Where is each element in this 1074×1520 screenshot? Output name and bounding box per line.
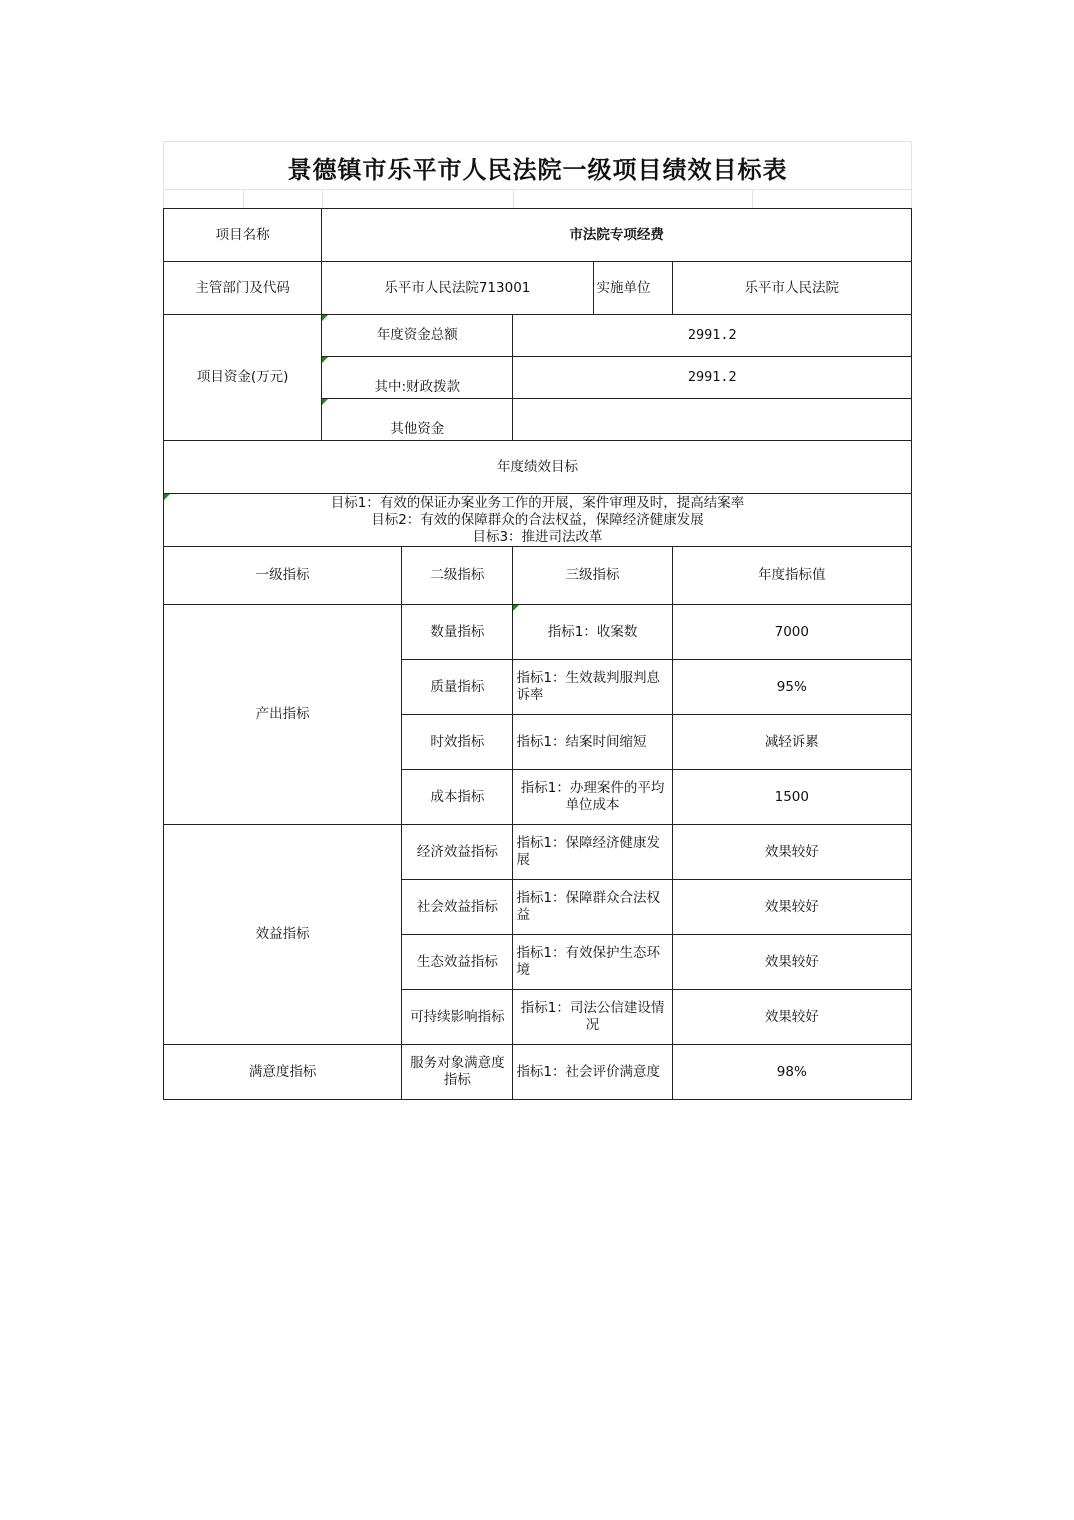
funds-label: 项目资金(万元) (164, 315, 322, 441)
value-cell: 效果较好 (672, 935, 911, 990)
value-cell: 效果较好 (672, 990, 911, 1045)
level3-cell: 指标1：有效保护生态环境 (513, 935, 672, 990)
level1-satisfaction: 满意度指标 (164, 1045, 402, 1100)
table-row (164, 825, 912, 880)
level3-cell: 指标1：保障经济健康发展 (513, 825, 672, 880)
value-cell: 1500 (672, 770, 911, 825)
goal-line: 目标1：有效的保证办案业务工作的开展，案件审理及时，提高结案率 (330, 494, 745, 511)
value-cell: 减轻诉累 (672, 715, 911, 770)
level2-cell: 数量指标 (402, 605, 513, 660)
level2-cell: 时效指标 (402, 715, 513, 770)
funds-total-row (164, 315, 912, 357)
project-name-row (164, 209, 912, 262)
performance-table (163, 208, 912, 1100)
header-level3: 三级指标 (513, 547, 672, 605)
page-title: 景德镇市乐平市人民法院一级项目绩效目标表 (287, 155, 788, 184)
funds-total-label: 年度资金总额 (376, 327, 458, 343)
project-name-value: 市法院专项经费 (322, 209, 912, 262)
funds-other-value (513, 399, 912, 441)
level2-cell: 成本指标 (402, 770, 513, 825)
department-label: 主管部门及代码 (164, 262, 322, 315)
cell-marker (164, 494, 170, 500)
value-cell: 效果较好 (672, 825, 911, 880)
level2-cell: 生态效益指标 (402, 935, 513, 990)
funds-fiscal-label: 其中:财政拨款 (374, 379, 461, 395)
implementing-unit-value: 乐平市人民法院 (672, 262, 911, 315)
header-level1: 一级指标 (164, 547, 402, 605)
funds-other-label-cell (322, 399, 513, 441)
level3-cell: 指标1：结案时间缩短 (513, 715, 672, 770)
annual-goals-row (164, 494, 912, 547)
funds-total-label-cell (322, 315, 513, 357)
level3-cell: 指标1：办理案件的平均单位成本 (513, 770, 672, 825)
funds-total-value: 2991.2 (513, 315, 912, 357)
header-level2: 二级指标 (402, 547, 513, 605)
level1-benefit: 效益指标 (164, 825, 402, 1045)
level2-cell: 可持续影响指标 (402, 990, 513, 1045)
indicator-header-row (164, 547, 912, 605)
level3-cell-wrap (513, 605, 672, 660)
cell-marker (322, 399, 328, 405)
cell-marker (513, 605, 519, 611)
table-row (164, 605, 912, 660)
level2-cell: 社会效益指标 (402, 880, 513, 935)
department-row (164, 262, 912, 315)
level3-cell: 指标1：社会评价满意度 (513, 1045, 672, 1100)
level1-output: 产出指标 (164, 605, 402, 825)
level2-cell: 服务对象满意度指标 (402, 1045, 513, 1100)
cell-marker (322, 315, 328, 321)
funds-fiscal-label-cell (322, 357, 513, 399)
goal-line: 目标2：有效的保障群众的合法权益，保障经济健康发展 (371, 511, 704, 528)
implementing-unit-label: 实施单位 (593, 262, 672, 315)
cell-marker (322, 357, 328, 363)
level3-cell: 指标1：保障群众合法权益 (513, 880, 672, 935)
department-value: 乐平市人民法院713001 (322, 262, 593, 315)
value-cell: 95% (672, 660, 911, 715)
level2-cell: 经济效益指标 (402, 825, 513, 880)
value-cell: 效果较好 (672, 880, 911, 935)
funds-other-label: 其他资金 (390, 421, 445, 437)
annual-goals-header-row (164, 441, 912, 494)
project-name-label: 项目名称 (164, 209, 322, 262)
level2-cell: 质量指标 (402, 660, 513, 715)
value-cell: 7000 (672, 605, 911, 660)
annual-goals-label: 年度绩效目标 (164, 441, 912, 494)
goal-line: 目标3：推进司法改革 (472, 528, 603, 545)
title-gridlines (164, 189, 911, 209)
title-area (163, 141, 912, 209)
level3-cell: 指标1：收案数 (547, 623, 638, 640)
level3-cell: 指标1：司法公信建设情况 (513, 990, 672, 1045)
header-value: 年度指标值 (672, 547, 911, 605)
value-cell: 98% (672, 1045, 911, 1100)
annual-goals-content (164, 494, 912, 547)
funds-fiscal-value: 2991.2 (513, 357, 912, 399)
table-row (164, 1045, 912, 1100)
level3-cell: 指标1：生效裁判服判息诉率 (513, 660, 672, 715)
